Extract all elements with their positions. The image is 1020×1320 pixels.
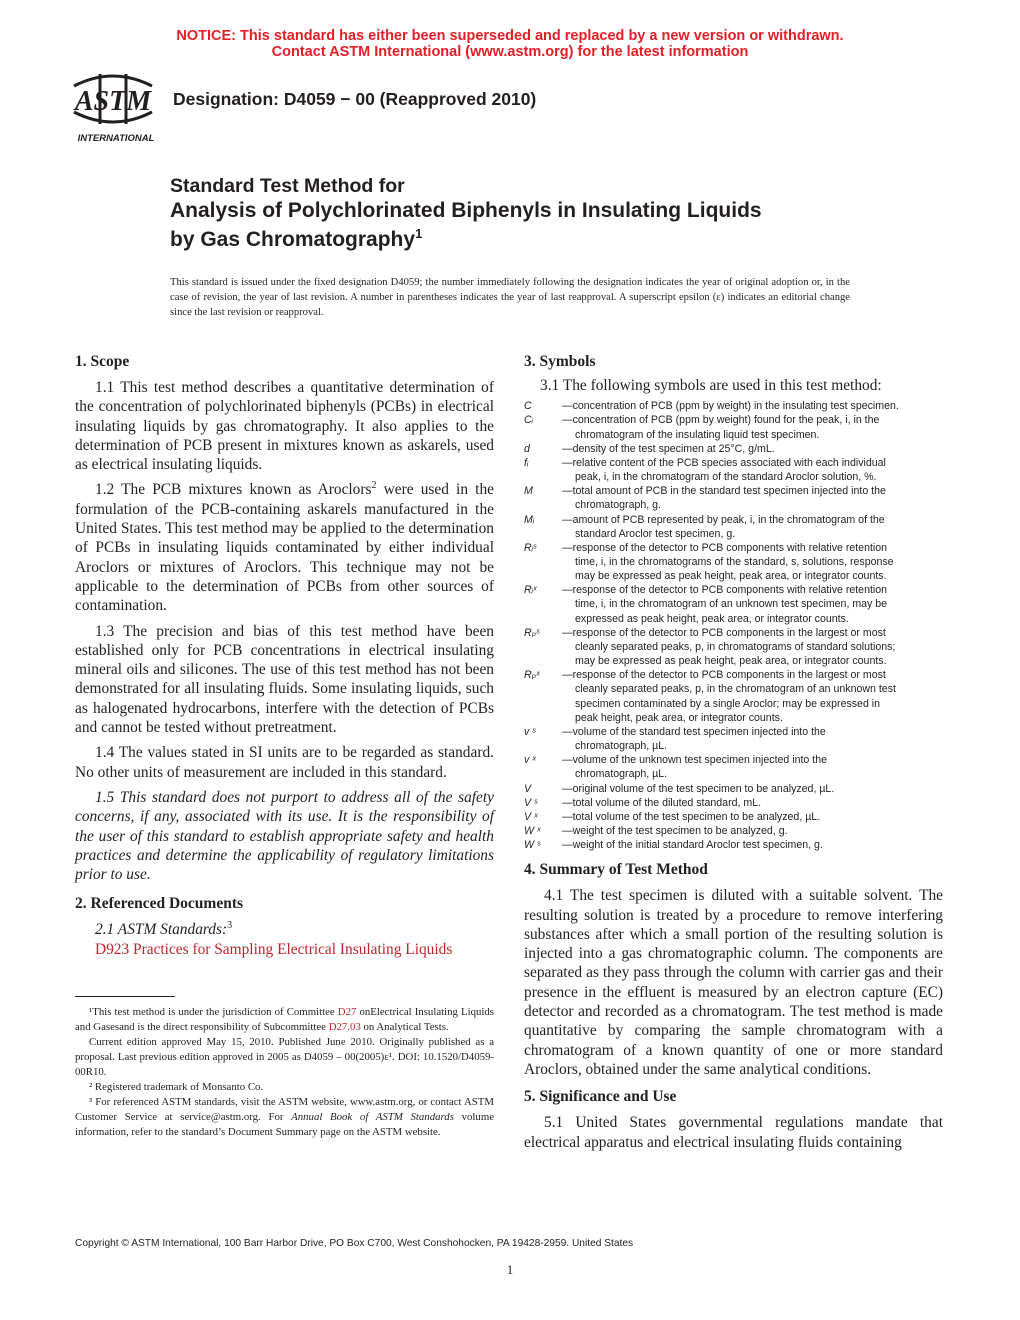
symbol-definition <box>562 725 943 753</box>
symbol-term: W ˣ <box>524 824 541 837</box>
footnotes <box>75 1005 494 1140</box>
symbol-row <box>524 725 943 753</box>
symbol-definition-continuation: peak, i, in the chromatogram of the standard Aroclor solution, %. <box>575 471 877 484</box>
symbol-definition <box>562 413 943 441</box>
symbol-definition-continuation: standard Aroclor test specimen, g. <box>575 527 736 540</box>
symbol-row <box>524 753 943 781</box>
title-line-1: Standard Test Method for <box>170 175 405 197</box>
symbol-term: fᵢ <box>524 456 529 469</box>
symbol-row <box>524 484 943 512</box>
symbol-definition <box>562 753 943 781</box>
symbol-definition-text: —weight of the initial standard Aroclor test specimen, g. <box>562 839 823 852</box>
referenced-heading: 2. Referenced Documents <box>75 895 244 913</box>
symbol-term: M <box>524 485 533 498</box>
symbol-definition-text: —response of the detector to PCB components with relative retention <box>562 584 888 597</box>
symbol-definition <box>562 484 943 512</box>
symbols-intro: 3.1 The following symbols are used in this test method: <box>540 377 882 394</box>
symbol-definition-text: —concentration of PCB (ppm by weight) found for the peak, i, in the <box>562 414 880 427</box>
footnote-rule <box>75 996 175 997</box>
symbol-definition-text: —concentration of PCB (ppm by weight) in the insulating test specimen. <box>562 400 899 413</box>
significance-5-1: 5.1 United States governmental regulations mandate that electrical apparatus and electrical insulating fluids containing <box>524 1114 943 1151</box>
symbol-list <box>524 399 943 852</box>
symbol-definition-continuation: time, i, in the chromatograms of the standard, s, solutions, response <box>575 556 894 569</box>
symbol-term: V ˣ <box>524 810 538 823</box>
symbol-definition-continuation: peak height, peak area, or integrator counts. <box>575 711 783 724</box>
footnote-1-a: ¹This test method is under the jurisdiction of Committee <box>89 1006 338 1018</box>
symbol-row <box>524 824 943 838</box>
symbol-term: C <box>524 400 532 413</box>
copyright: Copyright © ASTM International, 100 Barr Harbor Drive, PO Box C700, West Conshohocken, PA 19428-2959. United States <box>75 1238 634 1249</box>
symbol-definition-continuation: chromatograph, µL. <box>575 740 668 753</box>
symbol-term: v ˣ <box>524 754 536 767</box>
symbol-term: Rₚˣ <box>524 669 540 682</box>
symbol-definition-continuation: may be expressed as peak height, peak area, or integrator counts. <box>575 655 887 668</box>
symbol-row <box>524 668 943 725</box>
right-column <box>524 352 943 1158</box>
symbol-definition <box>562 668 943 725</box>
symbol-row <box>524 626 943 668</box>
symbol-row <box>524 583 943 625</box>
title-line-2: Analysis of Polychlorinated Biphenyls in Insulating Liquids <box>170 199 762 222</box>
astm-logo <box>70 72 162 144</box>
astm-logo-icon <box>70 72 162 144</box>
preamble: This standard is issued under the fixed designation D4059; the number immediately following the designation indicates the year of original adoption or, in the case of revision, the year of last revision. A number in parentheses indicates the year of last reapproval. A superscript epsilon (ε) indicates an editorial change since the last revision or reapproval. <box>170 277 850 318</box>
symbol-definition-text: —response of the detector to PCB components in the largest or most <box>562 626 886 639</box>
page-number: 1 <box>506 1262 514 1277</box>
symbol-definition-continuation: cleanly separated peaks, p, in the chromatogram of an unknown test <box>575 683 896 696</box>
designation: Designation: D4059 − 00 (Reapproved 2010) <box>173 89 537 109</box>
symbol-definition-continuation: time, i, in the chromatogram of an unknown test specimen, may be <box>575 598 888 611</box>
symbol-term: v ˢ <box>524 725 536 738</box>
symbol-row <box>524 810 943 824</box>
symbol-definition <box>562 626 943 668</box>
scope-1-5: 1.5 This standard does not purport to address all of the safety concerns, if any, associated with its use. It is the responsibility of the user of this standard to establish appropriate safety and health practices and determine the applicability of regulatory limitations prior to use. <box>75 788 494 884</box>
symbol-term: Mᵢ <box>524 513 535 526</box>
symbol-definition-text: —response of the detector to PCB components in the largest or most <box>562 669 886 682</box>
logo-text: ASTM <box>74 86 152 117</box>
scope-1-1: 1.1 This test method describes a quantitative determination of the concentration of polychlorinated biphenyls (PCBs) in electrical insulating liquids by gas chromatography. It also applies to the determination of PCB present in mixtures known as askarels, used as electrical insulating liquids. <box>75 379 494 474</box>
summary-heading: 4. Summary of Test Method <box>524 861 708 879</box>
d923-link[interactable]: D923 Practices for Sampling Electrical Insulating Liquids <box>95 940 453 958</box>
footnote-3-b: volume information, refer to the standard’s Document Summary page on the ASTM website. <box>75 1111 495 1138</box>
symbol-term: Cᵢ <box>524 414 533 427</box>
left-column <box>75 352 494 959</box>
symbol-row <box>524 838 943 852</box>
symbol-definition-continuation: may be expressed as peak height, peak area, or integrator counts. <box>575 570 887 583</box>
scope-1-4: 1.4 The values stated in SI units are to be regarded as standard. No other units of measurement are included in this standard. <box>75 744 494 781</box>
scope-heading: 1. Scope <box>75 353 130 370</box>
symbol-definition-text: —original volume of the test specimen to be analyzed, µL. <box>562 782 835 795</box>
symbol-definition-text: —amount of PCB represented by peak, i, in the chromatogram of the <box>562 513 885 526</box>
symbol-definition-continuation: chromatogram of the insulating liquid test specimen. <box>575 428 820 441</box>
symbol-row <box>524 442 943 456</box>
symbol-definition-continuation: chromatograph, µL. <box>575 768 668 781</box>
committee-d27-link[interactable]: D27 <box>337 1006 357 1018</box>
symbol-definition-continuation: chromatograph, g. <box>575 499 661 512</box>
footnote-3-italic: Annual Book of ASTM Standards <box>291 1111 454 1123</box>
symbol-row <box>524 413 943 441</box>
scope-1-2 <box>75 480 494 615</box>
symbol-term: Rₚˢ <box>524 626 540 639</box>
symbol-definition <box>562 824 943 838</box>
symbol-definition-continuation: cleanly separated peaks, p, in chromatograms of standard solutions; <box>575 640 896 653</box>
footnote-3-a: ³ For referenced ASTM standards, visit the ASTM website, www.astm.org, or contact ASTM Customer Service at service@astm.org. For <box>75 1096 494 1123</box>
symbol-definition <box>562 782 943 796</box>
summary-4-1: 4.1 The test specimen is diluted with a suitable solvent. The resulting solution is treated by a procedure to remove interfering substances after which a small portion of the resulting solution is injected into a gas chromatographic column. The components are separated as they pass through the column with carrier gas and their presence in the effluent is measured by an electron capture (EC) detector and recorded as a chromatogram. The test method is made quantitative by comparing the sample chromatogram with a chromatogram of a known quantity of one or more standard Aroclors, obtained under the same analytical conditions. <box>524 887 943 1078</box>
notice-line-1: NOTICE: This standard has either been superseded and replaced by a new version or withdrawn. <box>176 28 844 44</box>
symbol-term: Rᵢˣ <box>524 584 537 597</box>
symbol-row <box>524 541 943 583</box>
referenced-sup: 3 <box>227 920 233 932</box>
symbol-definition <box>562 399 943 413</box>
symbol-definition <box>562 796 943 810</box>
symbol-definition <box>562 541 943 583</box>
symbol-term: d <box>524 442 530 455</box>
footnote-2: ² Registered trademark of Monsanto Co. <box>89 1081 264 1093</box>
scope-1-2-b: were used in the formulation of the PCB-containing askarels manufactured in the United States. This test method may be applied to the determination of PCBs in insulating liquids contaminated by either individual Aroclors or mixtures of Aroclors. This technique may not be applicable to the determination of PCBs from other sources of contamination. <box>75 481 494 615</box>
scope-1-2-a: 1.2 The PCB mixtures known as Aroclors <box>95 481 372 499</box>
title-footnote-mark: 1 <box>415 226 423 241</box>
symbol-definition-text: —response of the detector to PCB components with relative retention <box>562 541 888 554</box>
symbol-definition-continuation: specimen contaminated by a single Aroclor; may be expressed in <box>575 697 881 710</box>
symbol-term: V <box>524 782 532 795</box>
scope-1-2-sup: 2 <box>371 480 377 492</box>
footnote-1 <box>75 1005 494 1035</box>
footnote-1-c: on Analytical Tests. <box>360 1021 449 1033</box>
symbol-definition-text: —total volume of the diluted standard, mL. <box>562 796 762 809</box>
symbol-row <box>524 456 943 484</box>
symbol-definition-text: —total amount of PCB in the standard test specimen injected into the <box>562 485 886 498</box>
symbol-definition-continuation: expressed as peak height, peak area, or integrator counts. <box>575 612 849 625</box>
symbol-term: V ˢ <box>524 796 538 809</box>
significance-heading: 5. Significance and Use <box>524 1088 677 1106</box>
symbol-row <box>524 513 943 541</box>
notice-line-2: Contact ASTM International (www.astm.org) for the latest information <box>271 44 749 60</box>
referenced-2-1-text: 2.1 ASTM Standards: <box>95 921 228 939</box>
symbol-definition-text: —weight of the test specimen to be analyzed, g. <box>562 824 788 837</box>
symbol-definition <box>562 456 943 484</box>
footnote-1-edition: Current edition approved May 15, 2010. Published June 2010. Originally published as a proposal. Last previous edition approved in 2005 as D4059 – 00(2005)ε¹. DOI: 10.1520/D4059-00R10. <box>75 1036 494 1078</box>
symbol-definition-text: —density of the test specimen at 25°C, g/mL. <box>562 442 775 455</box>
title-line-3-text: by Gas Chromatography <box>170 228 416 251</box>
symbol-definition <box>562 442 943 456</box>
referenced-2-1 <box>75 920 494 939</box>
symbol-term: W ˢ <box>524 839 541 852</box>
symbol-row <box>524 399 943 413</box>
symbol-row <box>524 782 943 796</box>
symbols-heading: 3. Symbols <box>524 353 596 370</box>
symbol-definition <box>562 513 943 541</box>
symbol-definition-text: —volume of the unknown test specimen injected into the <box>562 754 827 767</box>
symbol-definition <box>562 810 943 824</box>
symbol-row <box>524 796 943 810</box>
symbol-definition <box>562 838 943 852</box>
symbol-definition-text: —relative content of the PCB species associated with each individual <box>562 456 886 469</box>
title-line-3 <box>170 226 422 252</box>
subcommittee-d27-03-link[interactable]: D27.03 <box>328 1021 361 1033</box>
footnote-1-b: onElectrical Insulating Liquids and Gasesand is the direct responsibility of Subcommittee <box>75 1006 494 1033</box>
scope-1-3: 1.3 The precision and bias of this test method have been established only for PCB concentrations in electrical insulating mineral oils and silicones. The use of this test method has not been demonstrated for all insulating fluids. Some insulating liquids, such as halogenated hydrocarbons, interfere with the detection of PCBs and cannot be tested without pretreatment. <box>75 622 494 737</box>
symbol-term: Rᵢˢ <box>524 541 537 554</box>
symbol-definition-text: —volume of the standard test specimen injected into the <box>562 725 826 738</box>
symbol-definition-text: —total volume of the test specimen to be analyzed, µL. <box>562 810 821 823</box>
logo-subtext: INTERNATIONAL <box>77 133 155 144</box>
footnote-3 <box>75 1095 494 1140</box>
symbol-definition <box>562 583 943 625</box>
